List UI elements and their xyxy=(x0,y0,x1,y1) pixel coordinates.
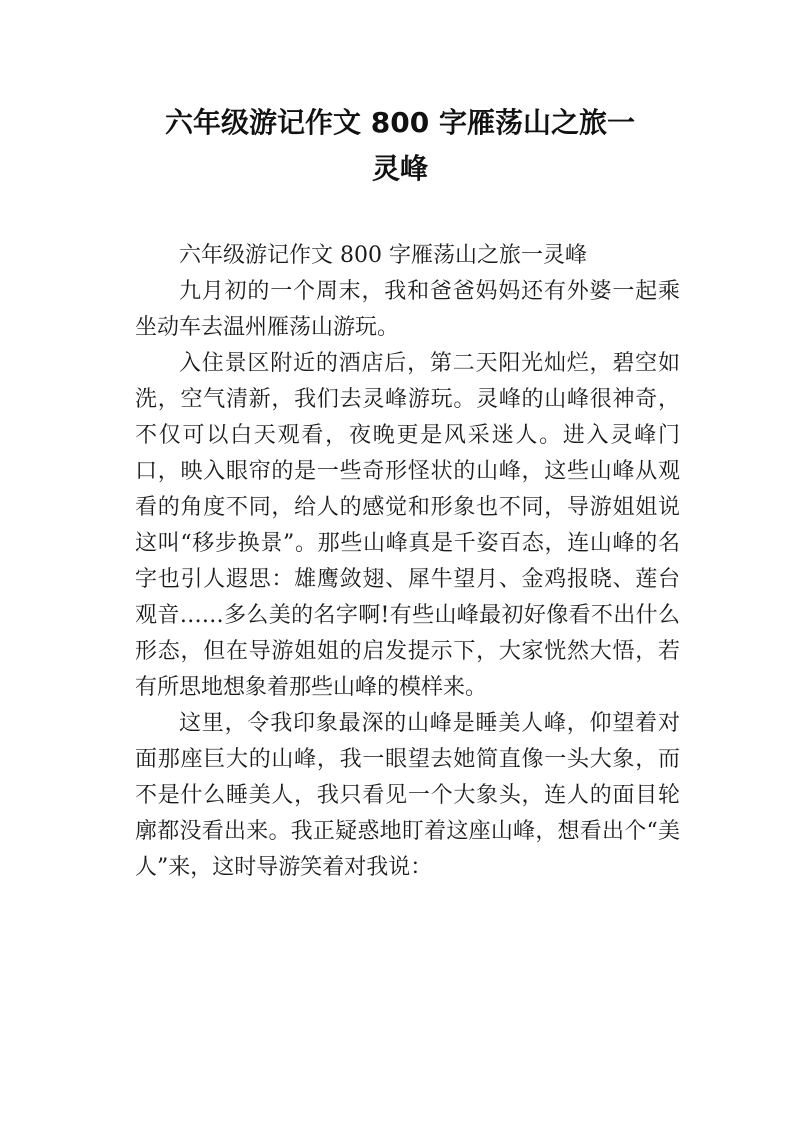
document-title xyxy=(120,100,680,192)
paragraph: 六年级游记作文 800 字雁荡山之旅一灵峰 xyxy=(179,243,587,268)
paragraph: 入住景区附近的酒店后，第二天阳光灿烂，碧空如洗，空气清新，我们去灵峰游玩。灵峰的山峰很神奇，不仅可以白天观看，夜晚更是风采迷人。进入灵峰门口，映入眼帘的是一些奇形怪状的山峰，这些山峰从观看的角度不同，给人的感觉和形象也不同，导游姐姐说这叫“移步换景”。那些山峰真是千姿百态，连山峰的名字也引人遐思：雄鹰敛翅、犀牛望月、金鸡报晓、莲台观音……多么美的名字啊!有些山峰最初好像看不出什么形态，但在导游姐姐的启发提示下，大家恍然大悟，若有所思地想象着那些山峰的模样来。 xyxy=(135,351,680,700)
paragraph: 这里，令我印象最深的山峰是睡美人峰，仰望着对面那座巨大的山峰，我一眼望去她简直像一头大象，而不是什么睡美人，我只看见一个大象头，连人的面目轮廓都没看出来。我正疑惑地盯着这座山峰，想看出个“美人”来，这时导游笑着对我说： xyxy=(135,711,680,880)
title-line-1: 六年级游记作文 800 字雁荡山之旅一 xyxy=(165,106,635,139)
document-body xyxy=(135,238,680,886)
paragraph: 九月初的一个周末，我和爸爸妈妈还有外婆一起乘坐动车去温州雁荡山游玩。 xyxy=(135,279,680,340)
title-line-2: 灵峰 xyxy=(371,152,428,185)
